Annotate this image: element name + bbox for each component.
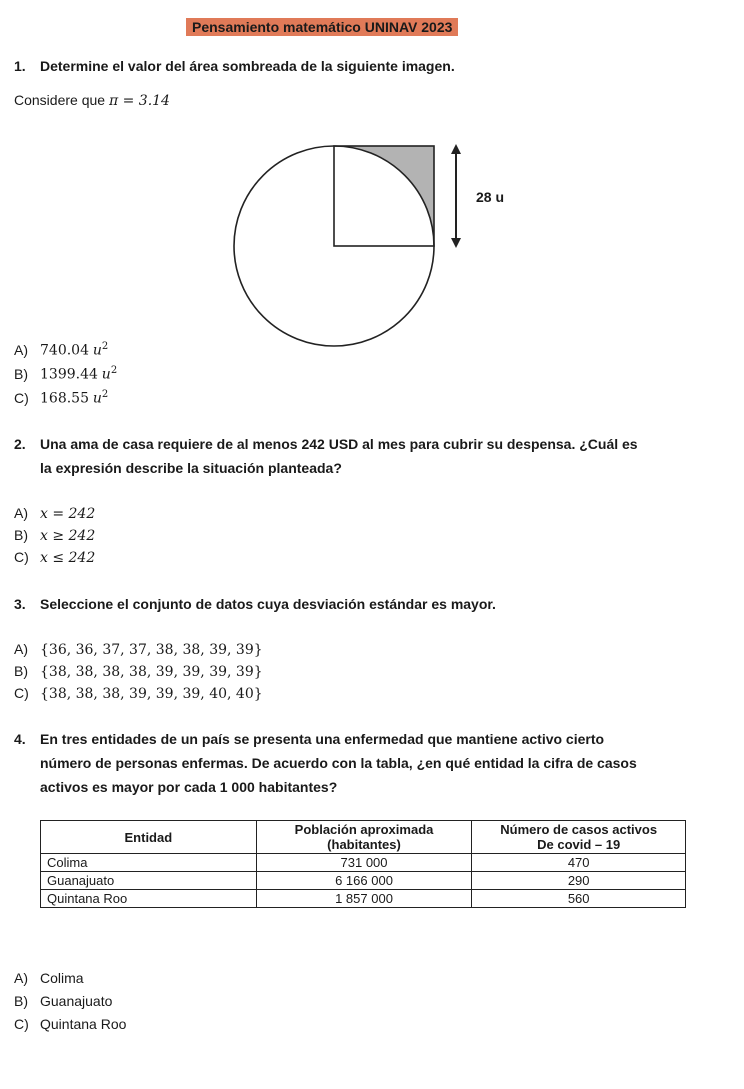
question-3 (14, 596, 496, 612)
dimension-arrow-up (451, 144, 461, 154)
q1-option-a-label: A) (14, 341, 28, 358)
question-2-number: 2. (14, 436, 26, 452)
q1-option-c-label: C) (14, 389, 29, 406)
table-row: Colima 731 000 470 (41, 854, 686, 872)
question-2 (14, 436, 638, 452)
q1-option-c[interactable]: C) 168.55 $u^2$ (14, 389, 109, 407)
q4-option-c[interactable]: C) Quintana Roo (14, 1016, 127, 1032)
q3-option-c[interactable]: C) {38, 38, 38, 39, 39, 39, 40, 40} (14, 685, 263, 702)
question-1-text: Determine el valor del área sombreada de la siguiente imagen. (40, 58, 455, 74)
header-population: Población aproximada (habitantes) (256, 821, 472, 854)
header-cases: Número de casos activos De covid – 19 (472, 821, 686, 854)
pi-note (14, 92, 170, 109)
question-2-line-1: Una ama de casa requiere de al menos 242 USD al mes para cubrir su despensa. ¿Cuál es (40, 436, 638, 452)
pi-expression: π = 3.14 (108, 93, 170, 109)
question-2-line-2: la expresión describe la situación planteada? (40, 460, 342, 476)
question-3-number: 3. (14, 596, 26, 612)
dimension-arrow-down (451, 238, 461, 248)
table-header-row (41, 821, 686, 854)
header-entity: Entidad (41, 821, 257, 854)
question-4-line-1: En tres entidades de un país se presenta una enfermedad que mantiene activo cierto (40, 731, 605, 747)
dimension-label: 28 u (476, 189, 505, 205)
q3-option-b[interactable]: B) {38, 38, 38, 38, 39, 39, 39, 39} (14, 663, 263, 680)
q2-option-c[interactable]: C) x ≤ 242 (14, 549, 96, 566)
circle-square-figure (225, 138, 525, 353)
q4-option-b[interactable]: B) Guanajuato (14, 993, 113, 1009)
q3-option-a[interactable]: A) {36, 36, 37, 37, 38, 38, 39, 39} (14, 641, 263, 658)
question-4 (14, 731, 604, 747)
q1-option-b[interactable]: B) 1399.44 $u^2$ (14, 365, 118, 383)
page-title: Pensamiento matemático UNINAV 2023 (186, 18, 458, 36)
pi-note-text: Considere que (14, 92, 106, 108)
question-4-line-3: activos es mayor por cada 1 000 habitantes? (40, 779, 338, 795)
covid-cases-table (40, 820, 686, 908)
question-1-number: 1. (14, 58, 26, 74)
table-row: Quintana Roo 1 857 000 560 (41, 890, 686, 908)
question-4-number: 4. (14, 731, 26, 747)
q2-option-a[interactable]: A) x = 242 (14, 505, 96, 522)
shaded-region (334, 146, 434, 246)
question-1 (14, 58, 455, 74)
q1-option-a[interactable]: A) 740.04 $u^2$ (14, 341, 109, 359)
question-4-line-2: número de personas enfermas. De acuerdo con la tabla, ¿en qué entidad la cifra de casos (40, 755, 637, 771)
table-row: Guanajuato 6 166 000 290 (41, 872, 686, 890)
question-3-text: Seleccione el conjunto de datos cuya desviación estándar es mayor. (40, 596, 496, 612)
q1-option-b-label: B) (14, 365, 28, 382)
q4-option-a[interactable]: A) Colima (14, 970, 84, 986)
q2-option-b[interactable]: B) x ≥ 242 (14, 527, 96, 544)
